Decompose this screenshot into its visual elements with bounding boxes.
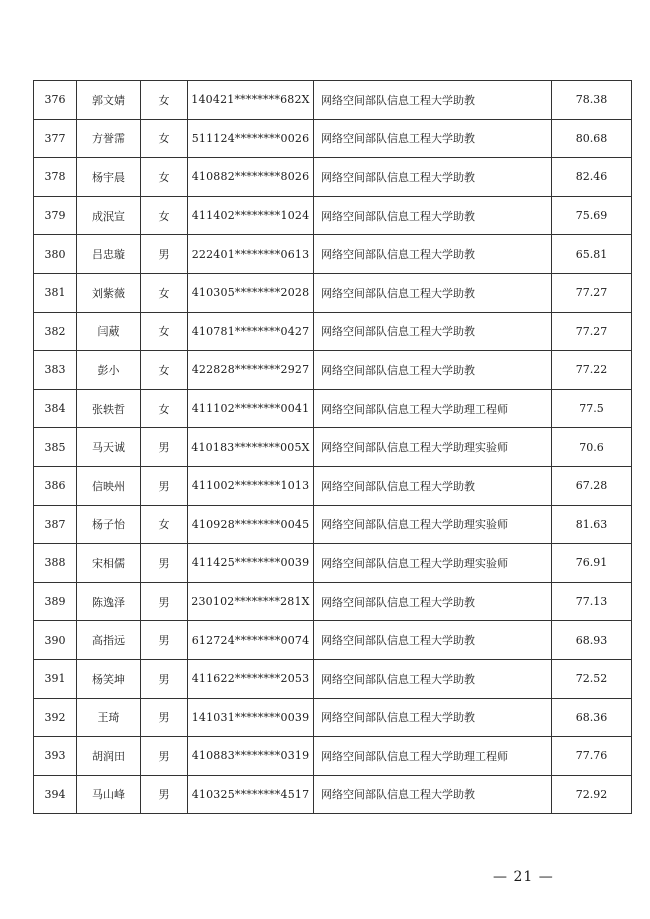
row-number: 380 — [34, 235, 77, 274]
row-number: 376 — [34, 81, 77, 120]
candidate-gender: 男 — [141, 775, 188, 814]
candidate-gender: 女 — [141, 119, 188, 158]
candidate-name: 闫葳 — [77, 312, 141, 351]
table-row — [34, 312, 632, 351]
total-score: 81.63 — [552, 505, 632, 544]
id-number: 410305********2028 — [188, 273, 314, 312]
candidate-gender: 女 — [141, 351, 188, 390]
position-title: 网络空间部队信息工程大学助教 — [314, 273, 552, 312]
total-score: 77.22 — [552, 351, 632, 390]
id-number: 410781********0427 — [188, 312, 314, 351]
candidate-gender: 男 — [141, 698, 188, 737]
id-number: 422828********2927 — [188, 351, 314, 390]
row-number: 388 — [34, 544, 77, 583]
candidate-name: 吕忠璇 — [77, 235, 141, 274]
row-number: 381 — [34, 273, 77, 312]
candidate-gender: 男 — [141, 466, 188, 505]
row-number: 394 — [34, 775, 77, 814]
candidate-name: 马山峰 — [77, 775, 141, 814]
row-number: 385 — [34, 428, 77, 467]
id-number: 410928********0045 — [188, 505, 314, 544]
total-score: 67.28 — [552, 466, 632, 505]
total-score: 72.52 — [552, 659, 632, 698]
table-row — [34, 621, 632, 660]
row-number: 386 — [34, 466, 77, 505]
position-title: 网络空间部队信息工程大学助教 — [314, 312, 552, 351]
candidate-gender: 女 — [141, 158, 188, 197]
table-row — [34, 428, 632, 467]
id-number: 141031********0039 — [188, 698, 314, 737]
position-title: 网络空间部队信息工程大学助理工程师 — [314, 389, 552, 428]
candidate-gender: 男 — [141, 582, 188, 621]
candidate-name: 王琦 — [77, 698, 141, 737]
position-title: 网络空间部队信息工程大学助教 — [314, 119, 552, 158]
position-title: 网络空间部队信息工程大学助理工程师 — [314, 737, 552, 776]
position-title: 网络空间部队信息工程大学助教 — [314, 582, 552, 621]
candidate-name: 张轶哲 — [77, 389, 141, 428]
row-number: 387 — [34, 505, 77, 544]
position-title: 网络空间部队信息工程大学助理实验师 — [314, 544, 552, 583]
row-number: 383 — [34, 351, 77, 390]
candidate-gender: 男 — [141, 737, 188, 776]
table-row — [34, 544, 632, 583]
id-number: 411402********1024 — [188, 196, 314, 235]
id-number: 411002********1013 — [188, 466, 314, 505]
position-title: 网络空间部队信息工程大学助教 — [314, 621, 552, 660]
table-row — [34, 81, 632, 120]
candidate-gender: 男 — [141, 235, 188, 274]
position-title: 网络空间部队信息工程大学助教 — [314, 466, 552, 505]
total-score: 80.68 — [552, 119, 632, 158]
position-title: 网络空间部队信息工程大学助教 — [314, 775, 552, 814]
table-row — [34, 351, 632, 390]
candidate-name: 胡润田 — [77, 737, 141, 776]
row-number: 392 — [34, 698, 77, 737]
page-number: — 21 — — [493, 869, 554, 885]
candidate-gender: 女 — [141, 389, 188, 428]
position-title: 网络空间部队信息工程大学助教 — [314, 196, 552, 235]
candidate-gender: 男 — [141, 428, 188, 467]
table-row — [34, 737, 632, 776]
id-number: 410883********0319 — [188, 737, 314, 776]
row-number: 378 — [34, 158, 77, 197]
table-row — [34, 505, 632, 544]
total-score: 77.5 — [552, 389, 632, 428]
candidate-name: 成泯宣 — [77, 196, 141, 235]
total-score: 76.91 — [552, 544, 632, 583]
id-number: 230102********281X — [188, 582, 314, 621]
id-number: 410882********8026 — [188, 158, 314, 197]
id-number: 222401********0613 — [188, 235, 314, 274]
id-number: 612724********0074 — [188, 621, 314, 660]
candidate-gender: 女 — [141, 81, 188, 120]
total-score: 65.81 — [552, 235, 632, 274]
total-score: 77.27 — [552, 273, 632, 312]
candidate-gender: 女 — [141, 273, 188, 312]
id-number: 140421********682X — [188, 81, 314, 120]
table-row — [34, 466, 632, 505]
total-score: 78.38 — [552, 81, 632, 120]
position-title: 网络空间部队信息工程大学助教 — [314, 698, 552, 737]
candidate-name: 杨宇晨 — [77, 158, 141, 197]
row-number: 389 — [34, 582, 77, 621]
table-row — [34, 389, 632, 428]
position-title: 网络空间部队信息工程大学助理实验师 — [314, 428, 552, 467]
total-score: 70.6 — [552, 428, 632, 467]
total-score: 77.27 — [552, 312, 632, 351]
table-row — [34, 659, 632, 698]
table-row — [34, 119, 632, 158]
row-number: 382 — [34, 312, 77, 351]
total-score: 75.69 — [552, 196, 632, 235]
candidate-name: 杨笑坤 — [77, 659, 141, 698]
table-row — [34, 698, 632, 737]
candidate-name: 信映州 — [77, 466, 141, 505]
id-number: 411622********2053 — [188, 659, 314, 698]
position-title: 网络空间部队信息工程大学助理实验师 — [314, 505, 552, 544]
total-score: 77.13 — [552, 582, 632, 621]
candidate-gender: 女 — [141, 196, 188, 235]
candidate-name: 杨子怡 — [77, 505, 141, 544]
table-row — [34, 158, 632, 197]
position-title: 网络空间部队信息工程大学助教 — [314, 235, 552, 274]
candidate-name: 方誉霈 — [77, 119, 141, 158]
candidate-gender: 男 — [141, 659, 188, 698]
position-title: 网络空间部队信息工程大学助教 — [314, 351, 552, 390]
candidate-gender: 女 — [141, 505, 188, 544]
row-number: 384 — [34, 389, 77, 428]
row-number: 379 — [34, 196, 77, 235]
position-title: 网络空间部队信息工程大学助教 — [314, 158, 552, 197]
candidate-name: 刘紫薇 — [77, 273, 141, 312]
candidate-name: 陈逸泽 — [77, 582, 141, 621]
table-row — [34, 273, 632, 312]
total-score: 82.46 — [552, 158, 632, 197]
table-row — [34, 582, 632, 621]
table-row — [34, 196, 632, 235]
candidate-name: 宋相儒 — [77, 544, 141, 583]
candidate-name: 彭小 — [77, 351, 141, 390]
row-number: 390 — [34, 621, 77, 660]
total-score: 72.92 — [552, 775, 632, 814]
id-number: 411102********0041 — [188, 389, 314, 428]
position-title: 网络空间部队信息工程大学助教 — [314, 81, 552, 120]
candidate-gender: 女 — [141, 312, 188, 351]
id-number: 511124********0026 — [188, 119, 314, 158]
candidate-name: 马天诚 — [77, 428, 141, 467]
total-score: 77.76 — [552, 737, 632, 776]
row-number: 391 — [34, 659, 77, 698]
table-row — [34, 775, 632, 814]
id-number: 410183********005X — [188, 428, 314, 467]
table-row — [34, 235, 632, 274]
candidate-gender: 男 — [141, 544, 188, 583]
position-title: 网络空间部队信息工程大学助教 — [314, 659, 552, 698]
total-score: 68.36 — [552, 698, 632, 737]
id-number: 411425********0039 — [188, 544, 314, 583]
id-number: 410325********4517 — [188, 775, 314, 814]
row-number: 393 — [34, 737, 77, 776]
candidate-name: 郭文婧 — [77, 81, 141, 120]
candidate-table — [33, 80, 632, 814]
candidate-name: 高指远 — [77, 621, 141, 660]
row-number: 377 — [34, 119, 77, 158]
candidate-gender: 男 — [141, 621, 188, 660]
total-score: 68.93 — [552, 621, 632, 660]
candidate-table-body — [34, 81, 632, 814]
